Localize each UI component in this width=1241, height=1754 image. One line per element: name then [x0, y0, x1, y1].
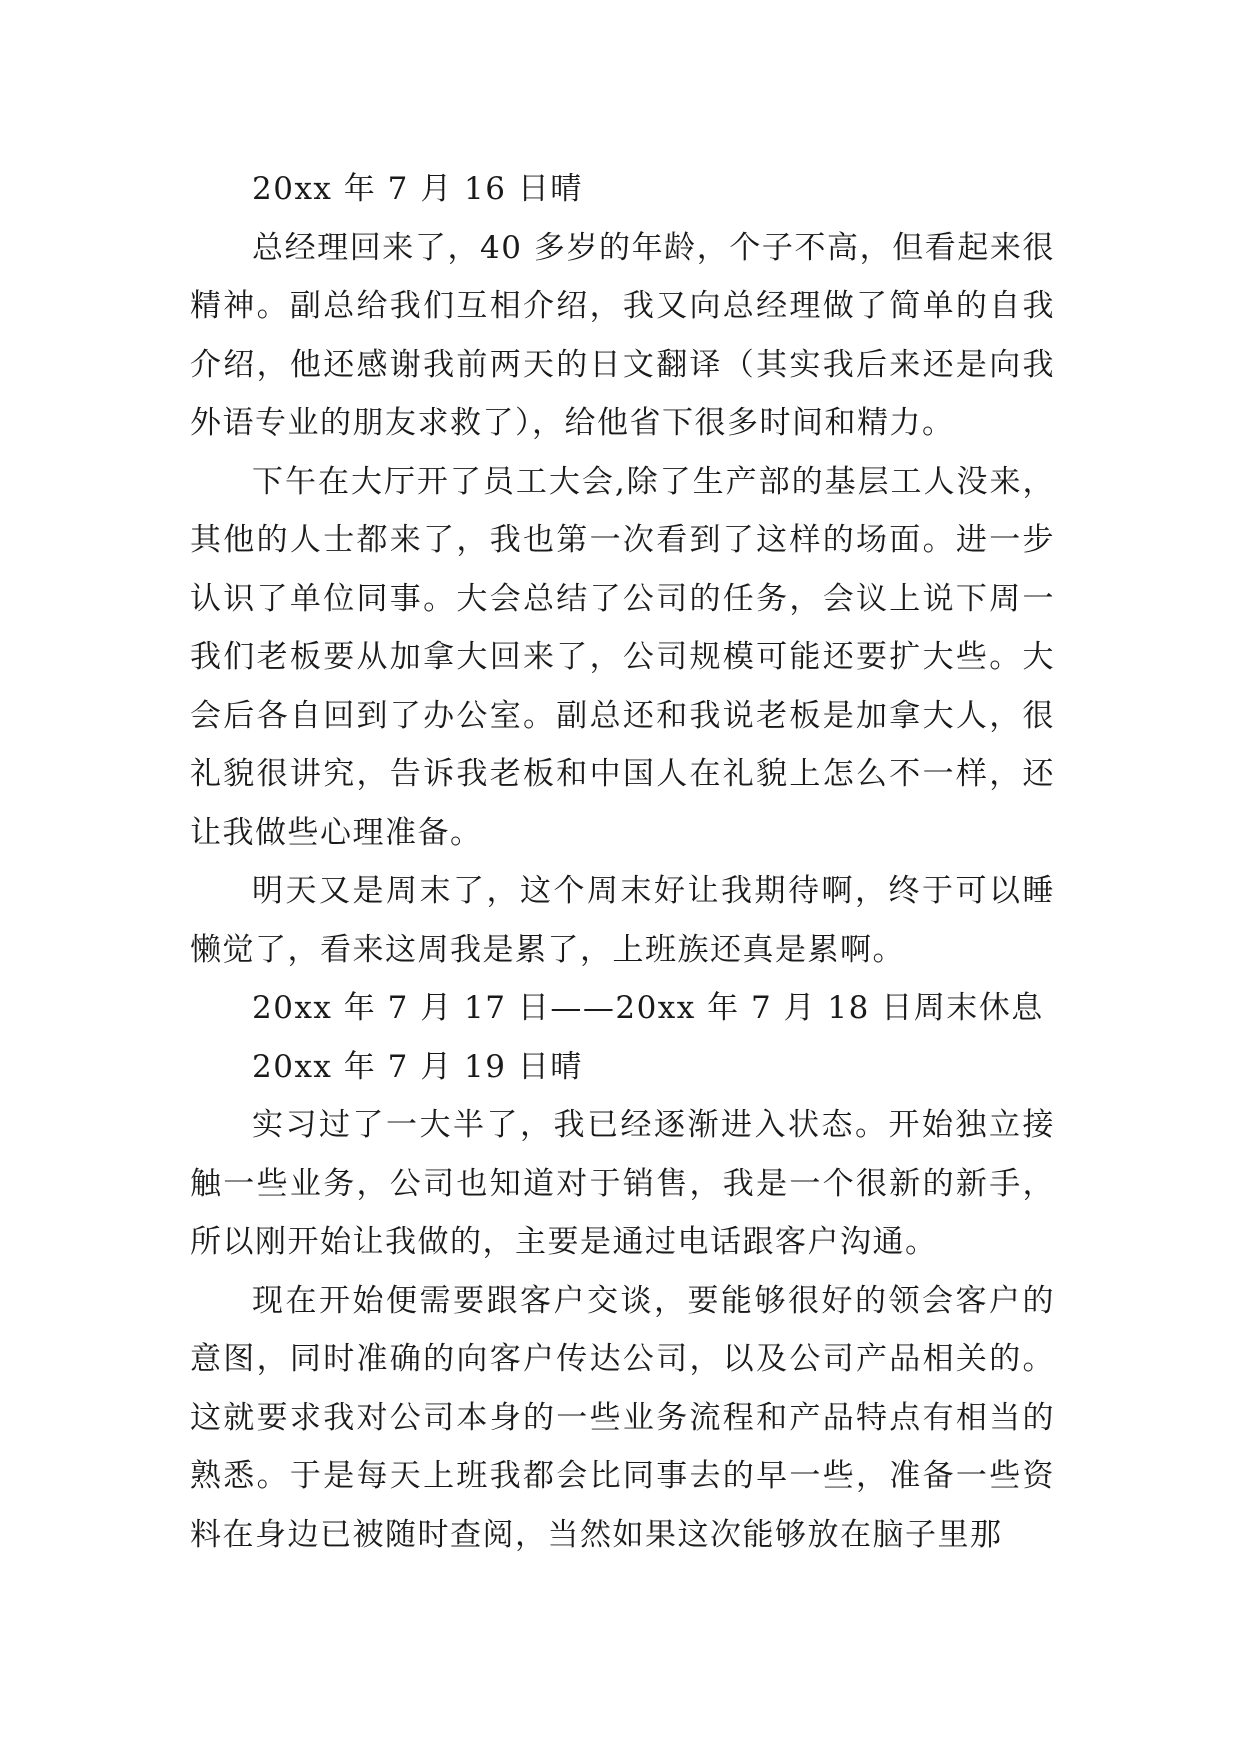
- diary-date-heading: 20xx 年 7 月 17 日——20xx 年 7 月 18 日周末休息: [252, 990, 1044, 1026]
- paragraph: 下午在大厅开了员工大会,除了生产部的基层工人没来，其他的人士都来了，我也第一次看到了这样的场面。进一步认识了单位同事。大会总结了公司的任务，会议上说下周一我们老板要从加拿大回来了，公司规模可能还要扩大些。大会后各自回到了办公室。副总还和我说老板是加拿大人，很礼貌很讲究，告诉我老板和中国人在礼貌上怎么不一样，还让我做些心理准备。: [190, 463, 1055, 851]
- paragraph: 明天又是周末了，这个周末好让我期待啊，终于可以睡懒觉了，看来这周我是累了，上班族还真是累啊。: [190, 873, 1055, 968]
- paragraph: 实习过了一大半了，我已经逐渐进入状态。开始独立接触一些业务，公司也知道对于销售，我是一个很新的新手，所以刚开始让我做的，主要是通过电话跟客户沟通。: [190, 1107, 1055, 1260]
- document-body: [190, 160, 1055, 1564]
- paragraph: 总经理回来了，40 多岁的年龄，个子不高，但看起来很精神。副总给我们互相介绍，我又向总经理做了简单的自我介绍，他还感谢我前两天的日文翻译（其实我后来还是向我外语专业的朋友求救了），给他省下很多时间和精力。: [190, 229, 1055, 441]
- paragraph: 现在开始便需要跟客户交谈，要能够很好的领会客户的意图，同时准确的向客户传达公司，以及公司产品相关的。这就要求我对公司本身的一些业务流程和产品特点有相当的熟悉。于是每天上班我都会比同事去的早一些，准备一些资料在身边已被随时查阅，当然如果这次能够放在脑子里那: [190, 1282, 1055, 1553]
- diary-date-heading: 20xx 年 7 月 19 日晴: [252, 1048, 583, 1085]
- diary-date-heading: 20xx 年 7 月 16 日晴: [252, 171, 583, 207]
